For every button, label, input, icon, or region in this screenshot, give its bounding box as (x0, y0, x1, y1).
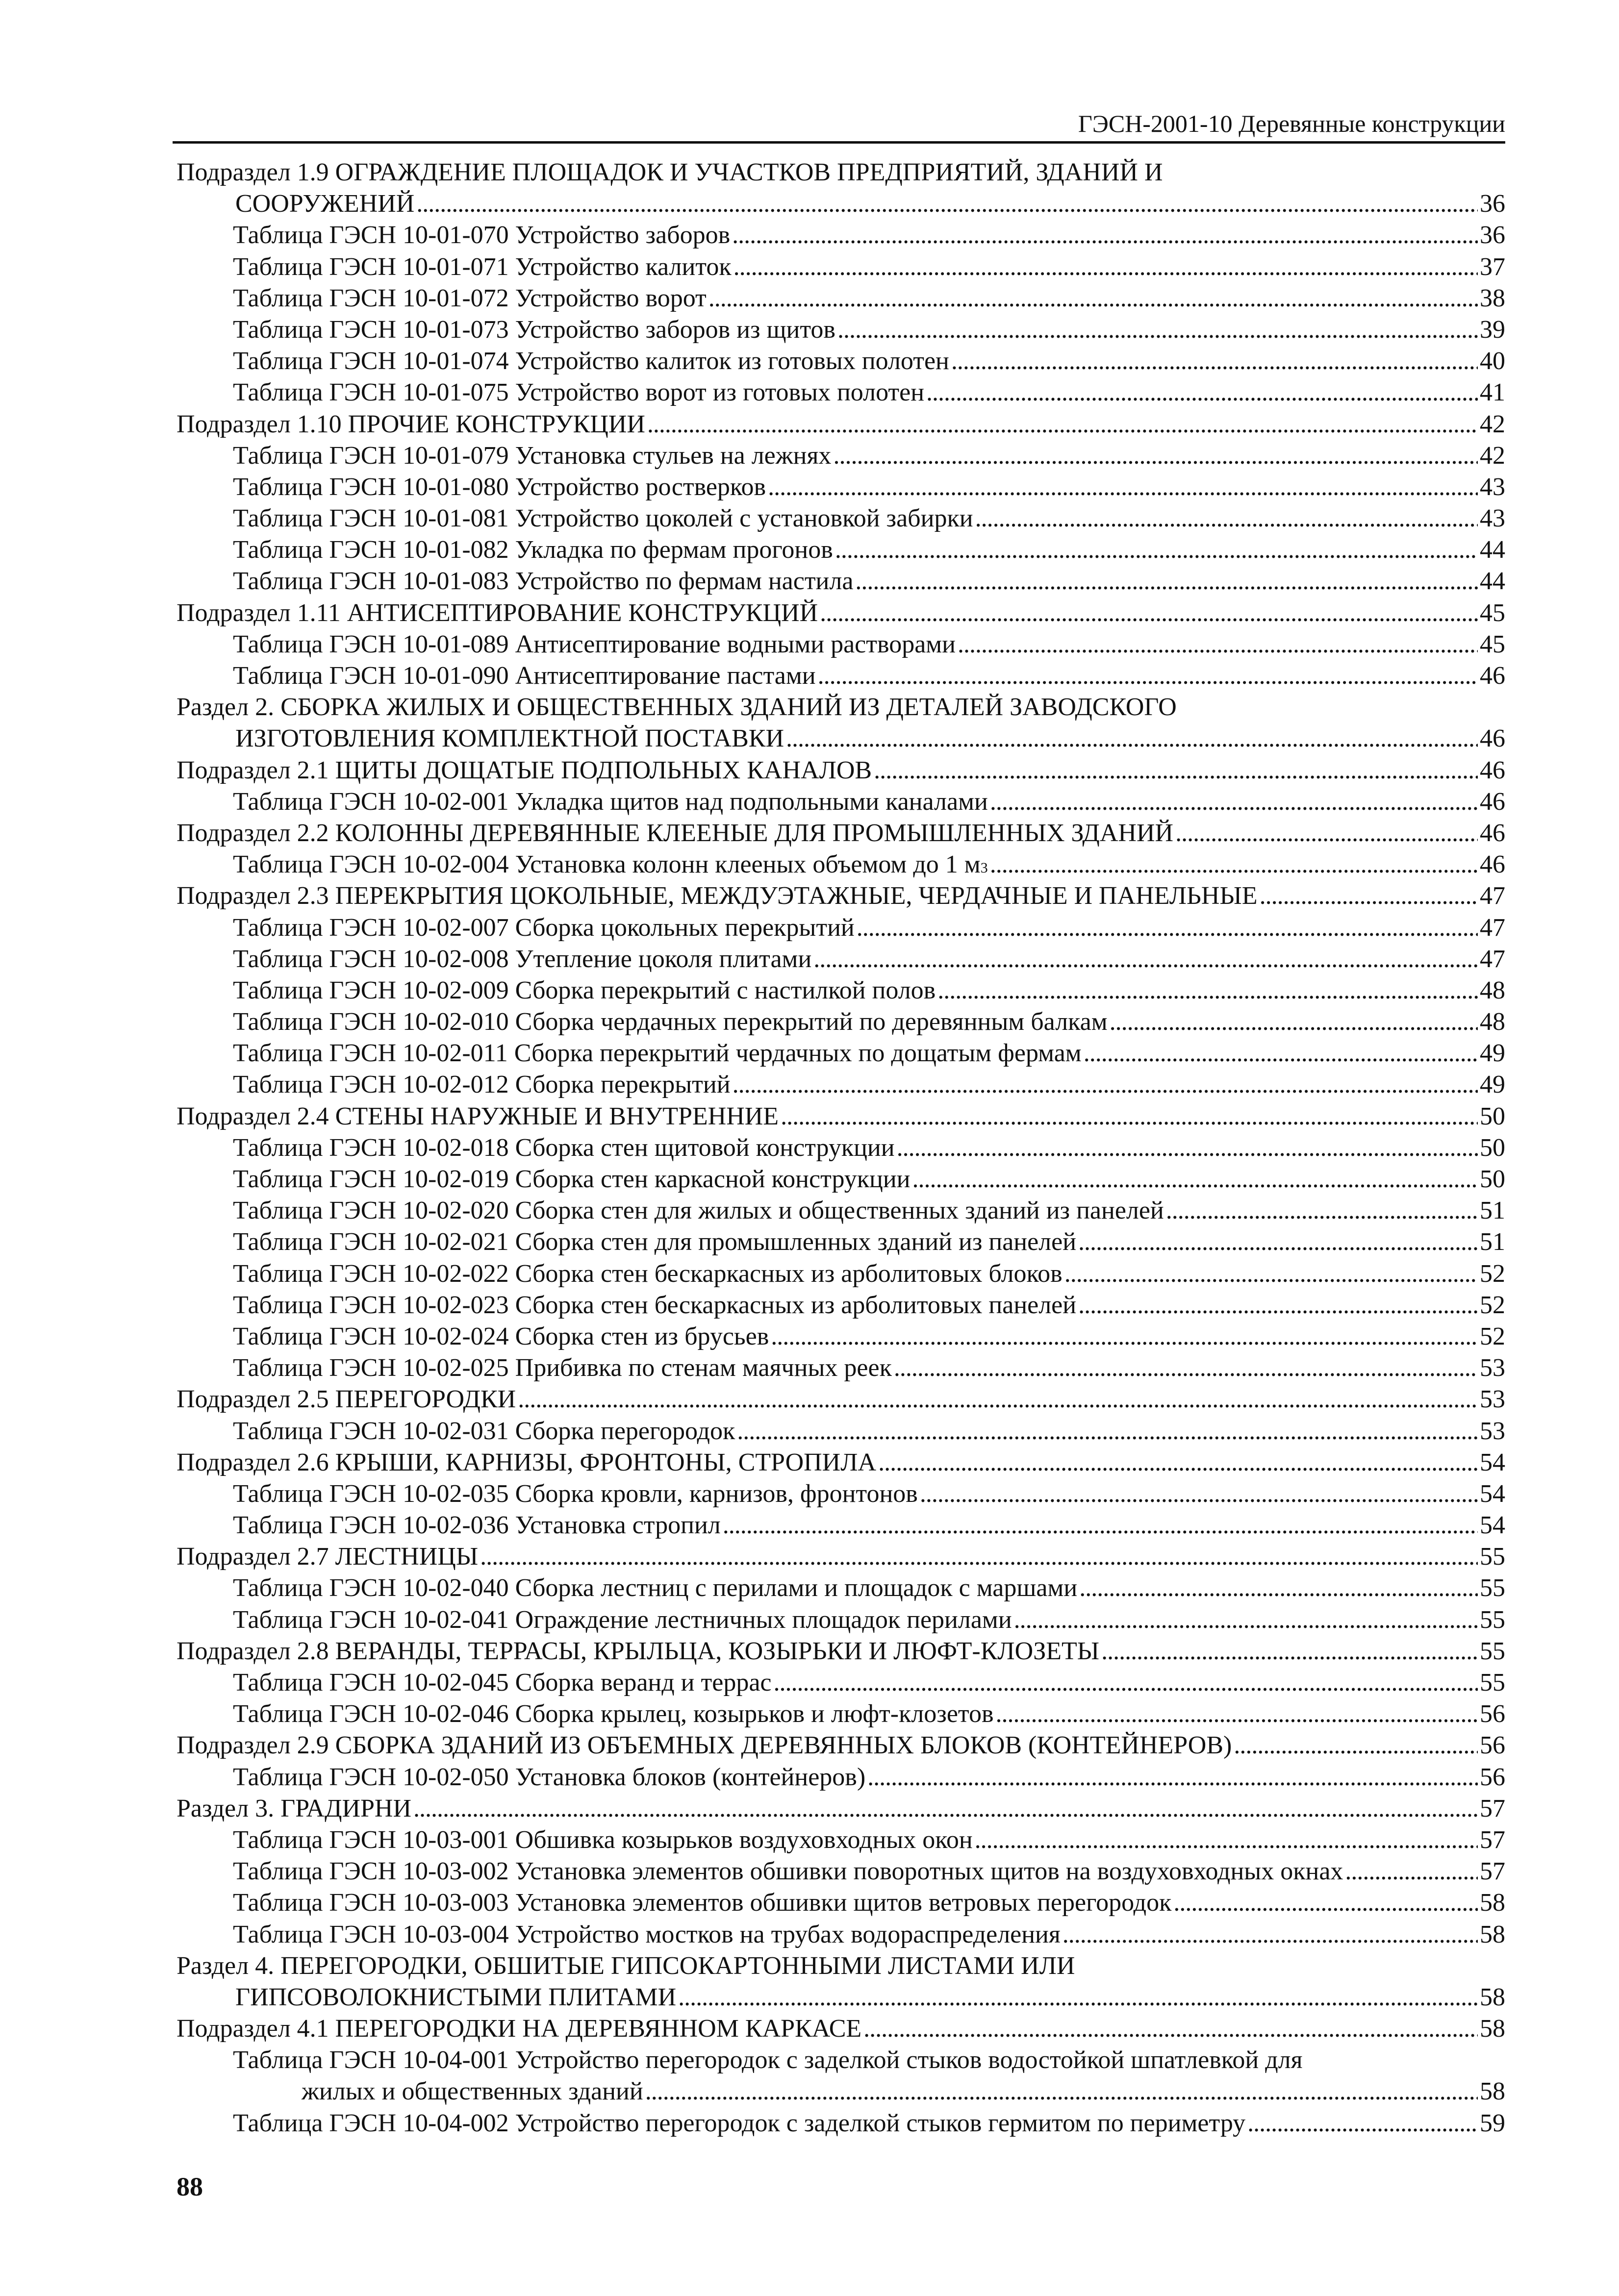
toc-entry-title: Таблица ГЭСН 10-02-010 Сборка чердачных перекрытий по деревянным балкам (233, 1008, 1108, 1036)
toc-entry-page: 41 (1480, 378, 1505, 407)
toc-entry-title: Раздел 3. ГРАДИРНИ (177, 1794, 412, 1822)
toc-entry-title: Таблица ГЭСН 10-02-009 Сборка перекрытий с настилкой полов (233, 976, 936, 1004)
toc-entry-page: 54 (1480, 1448, 1505, 1476)
toc-table-entry[interactable] (177, 2076, 1505, 2107)
page-number: 88 (177, 2172, 203, 2201)
toc-table-entry[interactable]: Таблица ГЭСН 10-02-004 Установка колонн клееных объемом до 1 м 3 . . . 46 (177, 849, 1505, 880)
toc-entry-page: 55 (1480, 1574, 1505, 1602)
toc-entry-title: Подраздел 2.1 ЩИТЫ ДОЩАТЫЕ ПОДПОЛЬНЫХ КАНАЛОВ (177, 756, 872, 784)
toc-dot-leader (1247, 2108, 1478, 2139)
toc-entry-page: 47 (1480, 913, 1505, 942)
toc-entry-page: 44 (1480, 567, 1505, 596)
toc-entry-title: Таблица ГЭСН 10-02-019 Сборка стен каркасной конструкции (233, 1165, 911, 1193)
toc-entry-page: 43 (1480, 473, 1505, 501)
toc-entry-title: Таблица ГЭСН 10-04-001 Устройство перегородок с заделкой стыков водостойкой шпатлевкой для (233, 2046, 1303, 2074)
toc-table-entry[interactable] (177, 660, 1505, 692)
toc-entry-title: Таблица ГЭСН 10-01-073 Устройство заборов из щитов (233, 315, 835, 344)
toc-entry-page: 42 (1480, 441, 1505, 470)
toc-entry-page: 57 (1480, 1794, 1505, 1822)
toc-dot-leader (863, 2013, 1478, 2045)
toc-entry-title: Таблица ГЭСН 10-02-021 Сборка стен для промышленных зданий из панелей (233, 1228, 1077, 1256)
toc-table-entry[interactable] (177, 1290, 1505, 1321)
toc-dot-leader (958, 629, 1478, 660)
toc-entry-title: Таблица ГЭСН 10-01-081 Устройство цоколей с установкой забирки (233, 504, 973, 533)
toc-entry-title: Подраздел 2.7 ЛЕСТНИЦЫ (177, 1543, 479, 1571)
toc-table-entry[interactable] (177, 1667, 1505, 1698)
toc-dot-leader (786, 723, 1478, 754)
toc-entry-page: 57 (1480, 1857, 1505, 1886)
toc-entry-page: 46 (1480, 850, 1505, 879)
table-of-contents (177, 157, 1505, 2139)
toc-entry-page: 55 (1480, 1637, 1505, 1665)
toc-entry-title: Таблица ГЭСН 10-01-071 Устройство калиток (233, 252, 732, 281)
toc-entry-page: 45 (1480, 630, 1505, 658)
toc-dot-leader (734, 251, 1478, 283)
toc-entry-title: СООРУЖЕНИЙ (235, 190, 415, 218)
toc-dot-leader (937, 975, 1478, 1006)
toc-entry-page: 36 (1480, 190, 1505, 218)
toc-table-entry[interactable] (177, 534, 1505, 566)
toc-entry-title: Таблица ГЭСН 10-02-041 Ограждение лестничных площадок перилами (233, 1605, 1012, 1634)
toc-entry-title: Таблица ГЭСН 10-01-082 Укладка по фермам прогонов (233, 536, 833, 564)
toc-entry-page: 53 (1480, 1354, 1505, 1382)
toc-entry-title: Подраздел 2.6 КРЫШИ, КАРНИЗЫ, ФРОНТОНЫ, СТРОПИЛА (177, 1448, 877, 1476)
toc-entry-title: Таблица ГЭСН 10-02-007 Сборка цокольных перекрытий (233, 913, 855, 942)
toc-table-entry[interactable] (177, 1069, 1505, 1100)
toc-entry-page: 58 (1480, 2015, 1505, 2043)
toc-dot-leader (773, 1667, 1478, 1698)
toc-dot-leader (878, 1447, 1478, 1478)
toc-dot-leader (413, 1793, 1478, 1824)
toc-dot-leader (732, 220, 1478, 251)
toc-dot-leader (912, 1164, 1478, 1195)
toc-table-entry[interactable] (177, 1510, 1505, 1541)
toc-entry-page: 58 (1480, 1920, 1505, 1948)
toc-dot-leader (874, 755, 1478, 786)
toc-table-entry[interactable] (177, 1604, 1505, 1636)
toc-entry-title: Таблица ГЭСН 10-02-001 Укладка щитов над подпольными каналами (233, 787, 988, 816)
toc-entry-page: 36 (1480, 221, 1505, 250)
toc-entry-page: 52 (1480, 1259, 1505, 1288)
toc-entry-title: Подраздел 2.9 СБОРКА ЗДАНИЙ ИЗ ОБЪЕМНЫХ ДЕРЕВЯННЫХ БЛОКОВ (КОНТЕЙНЕРОВ) (177, 1731, 1232, 1760)
toc-entry-page: 46 (1480, 787, 1505, 816)
toc-dot-leader (1014, 1604, 1478, 1636)
toc-entry-page: 42 (1480, 410, 1505, 438)
toc-entry-title: Таблица ГЭСН 10-02-050 Установка блоков (контейнеров) (233, 1763, 866, 1791)
toc-dot-leader (781, 1101, 1478, 1132)
toc-dot-leader (771, 1321, 1478, 1352)
toc-dot-leader (833, 440, 1478, 472)
toc-dot-leader (813, 944, 1478, 975)
toc-dot-leader (975, 1824, 1478, 1856)
toc-dot-leader (818, 660, 1478, 692)
toc-dot-leader (837, 314, 1478, 346)
toc-entry-title: Таблица ГЭСН 10-03-004 Устройство мостков на трубах водораспределения (233, 1920, 1061, 1948)
toc-table-entry[interactable] (177, 2045, 1505, 2076)
toc-section-entry[interactable] (177, 1636, 1505, 1667)
toc-table-entry[interactable] (177, 1258, 1505, 1290)
toc-dot-leader (897, 1132, 1478, 1164)
toc-dot-leader (1166, 1195, 1478, 1226)
toc-table-entry[interactable] (177, 1132, 1505, 1164)
toc-entry-page: 49 (1480, 1039, 1505, 1068)
toc-section-entry[interactable] (177, 1982, 1505, 2013)
toc-section-entry[interactable] (177, 1950, 1505, 1982)
toc-dot-leader (1062, 1919, 1478, 1950)
toc-entry-page: 38 (1480, 284, 1505, 312)
toc-entry-title: Таблица ГЭСН 10-01-090 Антисептирование пастами (233, 662, 816, 690)
toc-dot-leader (1175, 818, 1478, 849)
toc-table-entry[interactable] (177, 440, 1505, 472)
toc-dot-leader (990, 849, 1478, 880)
toc-entry-title: Таблица ГЭСН 10-03-002 Установка элементов обшивки поворотных щитов на воздуховходных окнах (233, 1857, 1343, 1886)
toc-dot-leader (894, 1352, 1478, 1384)
toc-entry-page: 54 (1480, 1511, 1505, 1540)
toc-section-entry[interactable] (177, 1384, 1505, 1415)
toc-entry-title: Таблица ГЭСН 10-02-004 Установка колонн клееных объемом до 1 м (233, 850, 981, 879)
toc-section-entry[interactable] (177, 409, 1505, 440)
toc-dot-leader (480, 1541, 1478, 1572)
toc-entry-title: Подраздел 2.8 ВЕРАНДЫ, ТЕРРАСЫ, КРЫЛЬЦА, КОЗЫРЬКИ И ЛЮФТ-КЛОЗЕТЫ (177, 1637, 1100, 1665)
toc-table-entry[interactable] (177, 912, 1505, 944)
toc-dot-leader (1084, 1038, 1478, 1069)
toc-entry-page: 54 (1480, 1479, 1505, 1508)
toc-table-entry[interactable] (177, 503, 1505, 534)
toc-entry-title: Раздел 2. СБОРКА ЖИЛЫХ И ОБЩЕСТВЕННЫХ ЗДАНИЙ ИЗ ДЕТАЛЕЙ ЗАВОДСКОГО (177, 693, 1177, 722)
toc-entry-title: Таблица ГЭСН 10-04-002 Устройство перегородок с заделкой стыков гермитом по периметру (233, 2109, 1246, 2137)
toc-section-entry[interactable] (177, 157, 1505, 188)
toc-entry-page: 56 (1480, 1700, 1505, 1728)
toc-entry-title: Раздел 4. ПЕРЕГОРОДКИ, ОБШИТЫЕ ГИПСОКАРТОННЫМИ ЛИСТАМИ ИЛИ (177, 1951, 1075, 1980)
toc-table-entry[interactable] (177, 1416, 1505, 1447)
toc-entry-page: 50 (1480, 1133, 1505, 1162)
toc-entry-title: жилых и общественных зданий (302, 2077, 643, 2106)
toc-dot-leader (723, 1510, 1478, 1541)
toc-section-entry[interactable] (177, 755, 1505, 786)
toc-entry-title: Таблица ГЭСН 10-02-031 Сборка перегородок (233, 1417, 735, 1445)
toc-entry-title: Подраздел 1.10 ПРОЧИЕ КОНСТРУКЦИИ (177, 410, 645, 438)
toc-entry-page: 46 (1480, 756, 1505, 784)
toc-dot-leader (951, 346, 1478, 377)
toc-table-entry[interactable] (177, 975, 1505, 1006)
toc-entry-page: 44 (1480, 536, 1505, 564)
toc-dot-leader (647, 409, 1478, 440)
toc-section-entry[interactable] (177, 1541, 1505, 1572)
toc-entry-title: Таблица ГЭСН 10-02-045 Сборка веранд и террас (233, 1669, 772, 1697)
toc-entry-title: Таблица ГЭСН 10-01-074 Устройство калиток из готовых полотен (233, 347, 949, 375)
toc-dot-leader (518, 1384, 1478, 1415)
toc-entry-page: 55 (1480, 1605, 1505, 1634)
toc-entry-page: 45 (1480, 599, 1505, 627)
toc-table-entry[interactable] (177, 1164, 1505, 1195)
toc-dot-leader (996, 1698, 1478, 1730)
toc-entry-page: 46 (1480, 819, 1505, 847)
toc-entry-page: 48 (1480, 1008, 1505, 1036)
toc-dot-leader (835, 534, 1478, 566)
toc-entry-page: 50 (1480, 1165, 1505, 1193)
toc-entry-title: Таблица ГЭСН 10-02-024 Сборка стен из брусьев (233, 1322, 769, 1350)
toc-dot-leader (820, 598, 1478, 629)
toc-table-entry[interactable] (177, 1038, 1505, 1069)
toc-dot-leader (855, 566, 1478, 597)
toc-dot-leader (1101, 1636, 1478, 1667)
toc-table-entry[interactable] (177, 283, 1505, 314)
toc-entry-title: Подраздел 2.2 КОЛОННЫ ДЕРЕВЯННЫЕ КЛЕЕНЫЕ ДЛЯ ПРОМЫШЛЕННЫХ ЗДАНИЙ (177, 819, 1174, 847)
toc-entry-page: 51 (1480, 1197, 1505, 1225)
toc-entry-page: 57 (1480, 1825, 1505, 1854)
toc-table-entry[interactable] (177, 1352, 1505, 1384)
toc-entry-page: 48 (1480, 976, 1505, 1004)
toc-entry-title: Таблица ГЭСН 10-02-018 Сборка стен щитовой конструкции (233, 1133, 895, 1162)
toc-dot-leader (920, 1478, 1478, 1510)
toc-table-entry[interactable] (177, 1226, 1505, 1258)
toc-entry-page: 49 (1480, 1071, 1505, 1099)
toc-entry-page: 58 (1480, 1889, 1505, 1917)
toc-table-entry[interactable] (177, 2108, 1505, 2139)
toc-entry-page: 52 (1480, 1322, 1505, 1350)
toc-entry-page: 37 (1480, 252, 1505, 281)
toc-entry-title: Таблица ГЭСН 10-01-083 Устройство по фермам настила (233, 567, 854, 596)
toc-table-entry[interactable] (177, 346, 1505, 377)
toc-table-entry[interactable] (177, 1572, 1505, 1604)
toc-entry-page: 58 (1480, 2077, 1505, 2106)
toc-entry-page: 47 (1480, 945, 1505, 973)
toc-entry-title: Таблица ГЭСН 10-02-020 Сборка стен для жилых и общественных зданий из панелей (233, 1197, 1164, 1225)
toc-entry-title: Подраздел 1.11 АНТИСЕПТИРОВАНИЕ КОНСТРУКЦИЙ (177, 599, 818, 627)
toc-dot-leader (1110, 1006, 1478, 1038)
toc-entry-page: 53 (1480, 1417, 1505, 1445)
toc-section-entry[interactable] (177, 818, 1505, 849)
toc-table-entry[interactable] (177, 1762, 1505, 1793)
toc-entry-title: Подраздел 2.5 ПЕРЕГОРОДКИ (177, 1385, 516, 1414)
toc-dot-leader (857, 912, 1478, 944)
toc-section-entry[interactable] (177, 598, 1505, 629)
toc-table-entry[interactable] (177, 472, 1505, 503)
toc-dot-leader (645, 2076, 1478, 2107)
toc-entry-title: Таблица ГЭСН 10-03-003 Установка элементов обшивки щитов ветровых перегородок (233, 1889, 1172, 1917)
toc-entry-page: 39 (1480, 315, 1505, 344)
toc-section-entry[interactable] (177, 188, 1505, 220)
toc-entry-title: ИЗГОТОВЛЕНИЯ КОМПЛЕКТНОЙ ПОСТАВКИ (235, 724, 784, 753)
toc-section-entry[interactable] (177, 692, 1505, 723)
toc-entry-title: Таблица ГЭСН 10-02-023 Сборка стен бескаркасных из арболитовых панелей (233, 1291, 1077, 1319)
toc-table-entry[interactable] (177, 1698, 1505, 1730)
toc-entry-page: 52 (1480, 1291, 1505, 1319)
toc-table-entry[interactable] (177, 377, 1505, 408)
toc-section-entry[interactable] (177, 1101, 1505, 1132)
toc-table-entry[interactable] (177, 1478, 1505, 1510)
toc-entry-page: 56 (1480, 1731, 1505, 1760)
header-rule (173, 141, 1505, 144)
toc-entry-title: Подраздел 2.4 СТЕНЫ НАРУЖНЫЕ И ВНУТРЕННИЕ (177, 1102, 779, 1130)
toc-entry-page: 55 (1480, 1543, 1505, 1571)
toc-entry-title: Таблица ГЭСН 10-01-079 Установка стульев на лежнях (233, 441, 832, 470)
toc-entry-page: 58 (1480, 1983, 1505, 2011)
toc-section-entry[interactable] (177, 1447, 1505, 1478)
toc-table-entry[interactable] (177, 314, 1505, 346)
toc-entry-title: Таблица ГЭСН 10-01-070 Устройство заборов (233, 221, 731, 250)
toc-entry-title: Таблица ГЭСН 10-02-011 Сборка перекрытий чердачных по дощатым фермам (233, 1039, 1082, 1068)
toc-dot-leader (1078, 1290, 1478, 1321)
toc-entry-page: 46 (1480, 724, 1505, 753)
toc-entry-title: Таблица ГЭСН 10-02-022 Сборка стен бескаркасных из арболитовых блоков (233, 1259, 1062, 1288)
toc-dot-leader (1260, 880, 1478, 912)
toc-entry-title: Таблица ГЭСН 10-02-008 Утепление цоколя плитами (233, 945, 812, 973)
toc-table-entry[interactable] (177, 220, 1505, 251)
toc-entry-page: 43 (1480, 504, 1505, 533)
toc-dot-leader (1064, 1258, 1478, 1290)
toc-section-entry[interactable] (177, 2013, 1505, 2045)
toc-entry-title: Подраздел 2.3 ПЕРЕКРЫТИЯ ЦОКОЛЬНЫЕ, МЕЖДУЭТАЖНЫЕ, ЧЕРДАЧНЫЕ И ПАНЕЛЬНЫЕ (177, 882, 1258, 910)
toc-table-entry[interactable] (177, 786, 1505, 818)
toc-table-entry[interactable] (177, 1919, 1505, 1950)
toc-dot-leader (1234, 1730, 1478, 1761)
toc-dot-leader (708, 283, 1478, 314)
toc-dot-leader (1173, 1887, 1478, 1919)
toc-table-entry[interactable] (177, 629, 1505, 660)
toc-entry-page: 56 (1480, 1763, 1505, 1791)
toc-entry-title: Таблица ГЭСН 10-02-046 Сборка крылец, козырьков и люфт-клозетов (233, 1700, 994, 1728)
toc-entry-page: 53 (1480, 1385, 1505, 1414)
toc-section-entry[interactable] (177, 1730, 1505, 1761)
toc-dot-leader (1079, 1572, 1478, 1604)
toc-table-entry[interactable] (177, 1856, 1505, 1887)
toc-table-entry[interactable] (177, 1321, 1505, 1352)
toc-entry-page: 50 (1480, 1102, 1505, 1130)
toc-dot-leader (678, 1982, 1478, 2013)
toc-table-entry[interactable] (177, 1824, 1505, 1856)
toc-dot-leader (768, 472, 1478, 503)
toc-entry-title: Таблица ГЭСН 10-02-012 Сборка перекрытий (233, 1071, 731, 1099)
toc-section-entry[interactable] (177, 723, 1505, 754)
toc-entry-page: 40 (1480, 347, 1505, 375)
toc-dot-leader (1078, 1226, 1478, 1258)
toc-dot-leader (416, 188, 1478, 220)
toc-dot-leader (867, 1762, 1478, 1793)
toc-entry-title: Таблица ГЭСН 10-01-089 Антисептирование водными растворами (233, 630, 956, 658)
toc-entry-page: 59 (1480, 2109, 1505, 2137)
toc-entry-title: Таблица ГЭСН 10-01-075 Устройство ворот из готовых полотен (233, 378, 925, 407)
toc-table-entry[interactable] (177, 251, 1505, 283)
toc-entry-title: Таблица ГЭСН 10-02-035 Сборка кровли, карнизов, фронтонов (233, 1479, 918, 1508)
toc-table-entry[interactable] (177, 1195, 1505, 1226)
toc-section-entry[interactable] (177, 880, 1505, 912)
toc-entry-title: Подраздел 4.1 ПЕРЕГОРОДКИ НА ДЕРЕВЯННОМ КАРКАСЕ (177, 2015, 862, 2043)
toc-table-entry[interactable] (177, 1887, 1505, 1919)
toc-dot-leader (733, 1069, 1478, 1100)
toc-table-entry[interactable] (177, 944, 1505, 975)
toc-entry-title: ГИПСОВОЛОКНИСТЫМИ ПЛИТАМИ (235, 1983, 677, 2011)
toc-table-entry[interactable] (177, 1006, 1505, 1038)
running-header: ГЭСН-2001-10 Деревянные конструкции (1078, 110, 1505, 137)
toc-entry-page: 55 (1480, 1669, 1505, 1697)
toc-section-entry[interactable] (177, 1793, 1505, 1824)
toc-entry-title: Таблица ГЭСН 10-01-080 Устройство ростверков (233, 473, 766, 501)
toc-dot-leader (990, 786, 1478, 818)
toc-entry-page: 51 (1480, 1228, 1505, 1256)
toc-entry-title: Таблица ГЭСН 10-02-025 Прибивка по стенам маячных реек (233, 1354, 892, 1382)
toc-entry-page: 46 (1480, 662, 1505, 690)
toc-table-entry[interactable] (177, 566, 1505, 597)
toc-entry-title: Таблица ГЭСН 10-03-001 Обшивка козырьков воздуховходных окон (233, 1825, 973, 1854)
toc-entry-title: Таблица ГЭСН 10-02-036 Установка стропил (233, 1511, 721, 1540)
toc-dot-leader (926, 377, 1478, 408)
toc-entry-page: 47 (1480, 882, 1505, 910)
toc-entry-title: Таблица ГЭСН 10-02-040 Сборка лестниц с перилами и площадок с маршами (233, 1574, 1078, 1602)
toc-dot-leader (975, 503, 1478, 534)
toc-dot-leader (1345, 1856, 1478, 1887)
toc-dot-leader (737, 1416, 1478, 1447)
toc-entry-title: Подраздел 1.9 ОГРАЖДЕНИЕ ПЛОЩАДОК И УЧАСТКОВ ПРЕДПРИЯТИЙ, ЗДАНИЙ И (177, 158, 1163, 186)
toc-entry-title: Таблица ГЭСН 10-01-072 Устройство ворот (233, 284, 707, 312)
